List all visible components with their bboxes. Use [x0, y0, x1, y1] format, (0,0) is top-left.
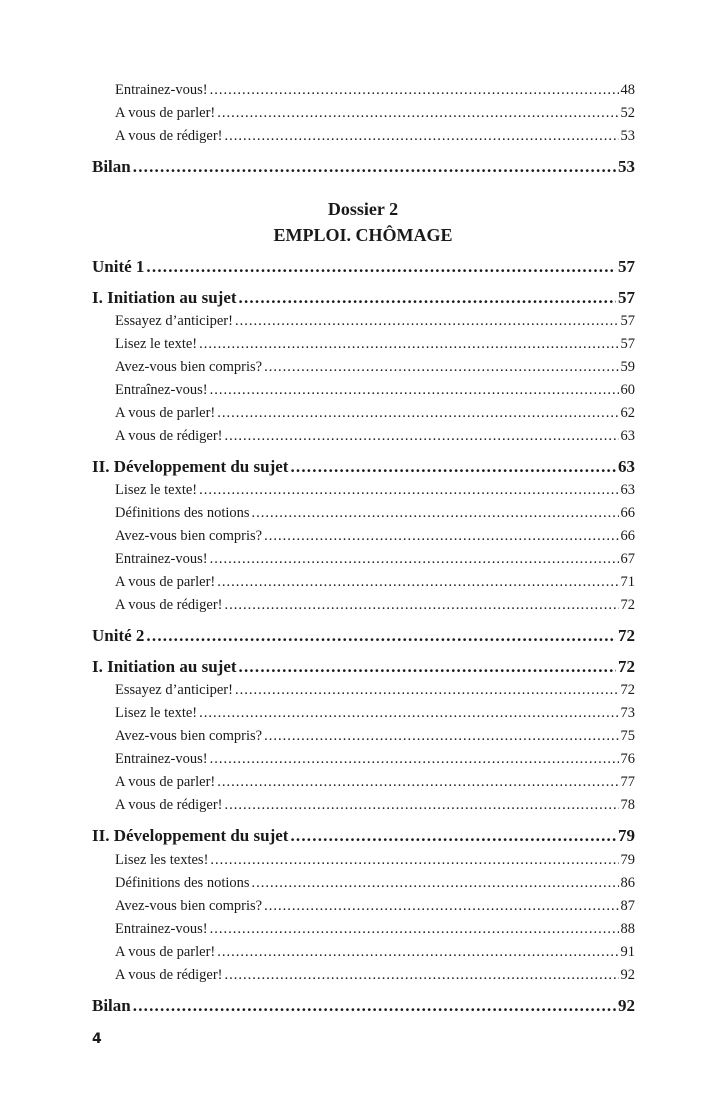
toc-entry — [115, 873, 635, 893]
dot-leader — [252, 503, 619, 523]
dot-leader — [210, 919, 619, 939]
toc-entry — [115, 595, 635, 615]
toc-heading-page: 57 — [618, 288, 635, 307]
toc-entry-label: A vous de parler! — [115, 774, 216, 790]
toc-entry — [115, 942, 635, 962]
dot-leader — [264, 357, 618, 377]
toc-entry-page: 63 — [620, 482, 635, 498]
toc-entry-label: Lisez le texte! — [115, 705, 198, 721]
toc-section-heading — [92, 287, 635, 309]
toc-entry-page: 73 — [620, 705, 635, 721]
dot-leader — [252, 873, 619, 893]
toc-entry-label: A vous de rédiger! — [115, 128, 223, 144]
toc-entry-page: 88 — [620, 921, 635, 937]
toc-entry — [115, 919, 635, 939]
dot-leader — [225, 965, 619, 985]
toc-section-heading — [92, 825, 635, 847]
toc-entry-label: Entrainez-vous! — [115, 82, 208, 98]
toc-heading-bilan — [92, 156, 635, 178]
dot-leader — [210, 80, 619, 100]
dot-leader — [133, 156, 616, 178]
dot-leader — [199, 703, 618, 723]
dot-leader — [210, 549, 619, 569]
toc-entry — [115, 680, 635, 700]
dot-leader — [239, 656, 616, 678]
toc-entry — [115, 749, 635, 769]
toc-heading-label: I. Initiation au sujet — [92, 288, 237, 307]
toc-entry — [115, 426, 635, 446]
dot-leader — [225, 595, 619, 615]
dot-leader — [225, 126, 619, 146]
toc-entry-label: Lisez le texte! — [115, 482, 198, 498]
toc-entry-label: Lisez le texte! — [115, 336, 198, 352]
toc-heading-page: 57 — [618, 257, 635, 276]
toc-entry-label: Entrainez-vous! — [115, 751, 208, 767]
toc-entry — [115, 726, 635, 746]
toc-entry-page: 53 — [620, 128, 635, 144]
dot-leader — [199, 480, 618, 500]
toc-entry-label: A vous de rédiger! — [115, 797, 223, 813]
dot-leader — [217, 772, 618, 792]
toc-entry-page: 57 — [620, 313, 635, 329]
toc-entry-label: A vous de parler! — [115, 944, 216, 960]
toc-entry — [115, 965, 635, 985]
toc-entry-page: 66 — [620, 528, 635, 544]
toc-entry-label: Lisez les textes! — [115, 852, 209, 868]
toc-entry-page: 63 — [620, 428, 635, 444]
toc-entry — [115, 503, 635, 523]
toc-entry-page: 62 — [620, 405, 635, 421]
toc-entry-page: 92 — [620, 967, 635, 983]
dot-leader — [217, 942, 618, 962]
toc-entry-page: 77 — [620, 774, 635, 790]
toc-entry — [115, 334, 635, 354]
toc-entry-page: 60 — [620, 382, 635, 398]
toc-entry-label: A vous de parler! — [115, 105, 216, 121]
toc-section-heading — [92, 656, 635, 678]
toc-heading-label: Unité 1 — [92, 257, 145, 276]
toc-entry-page: 66 — [620, 505, 635, 521]
toc-heading-page: 92 — [618, 996, 635, 1015]
dot-leader — [264, 726, 618, 746]
toc-entry — [115, 772, 635, 792]
toc-entry — [115, 126, 635, 146]
toc-entry-label: Entraînez-vous! — [115, 382, 208, 398]
toc-entry — [115, 103, 635, 123]
dossier-subtitle: EMPLOI. CHÔMAGE — [273, 225, 453, 245]
toc-entry-page: 76 — [620, 751, 635, 767]
dot-leader — [210, 749, 619, 769]
toc-entry-page: 67 — [620, 551, 635, 567]
toc-entry-page: 78 — [620, 797, 635, 813]
toc-entry-page: 87 — [620, 898, 635, 914]
toc-entry — [115, 850, 635, 870]
toc-entry-label: Définitions des notions — [115, 875, 250, 891]
dot-leader — [217, 572, 618, 592]
toc-entry-page: 48 — [620, 82, 635, 98]
dot-leader — [235, 311, 619, 331]
toc-entry-label: Avez-vous bien compris? — [115, 728, 263, 744]
toc-entry-label: A vous de rédiger! — [115, 967, 223, 983]
page-number: 4 — [92, 1031, 102, 1047]
toc-entry-page: 52 — [620, 105, 635, 121]
toc-entry-page: 79 — [620, 852, 635, 868]
toc-heading-label: Unité 2 — [92, 626, 145, 645]
dot-leader — [290, 825, 616, 847]
dot-leader — [217, 103, 618, 123]
toc-entry-label: A vous de rédiger! — [115, 428, 223, 444]
toc-heading-page: 53 — [618, 157, 635, 176]
dot-leader — [264, 896, 618, 916]
toc-entry — [115, 380, 635, 400]
toc-heading-page: 72 — [618, 626, 635, 645]
toc-heading-label: I. Initiation au sujet — [92, 657, 237, 676]
toc-entry-page: 71 — [620, 574, 635, 590]
toc-heading-bilan — [92, 995, 635, 1017]
toc-section-heading — [92, 456, 635, 478]
dossier-title: Dossier 2 — [327, 199, 399, 219]
toc-entry-label: Entrainez-vous! — [115, 551, 208, 567]
toc-entry-label: A vous de parler! — [115, 574, 216, 590]
toc-heading-page: 63 — [618, 457, 635, 476]
toc-entry — [115, 480, 635, 500]
toc-heading-unite-1 — [92, 256, 635, 278]
dot-leader — [146, 256, 616, 278]
toc-entry — [115, 896, 635, 916]
toc-entry-page: 91 — [620, 944, 635, 960]
toc-heading-label: II. Développement du sujet — [92, 826, 289, 845]
toc-entry — [115, 357, 635, 377]
dot-leader — [290, 456, 616, 478]
toc-entry — [115, 549, 635, 569]
toc-heading-unite-2 — [92, 625, 635, 647]
dot-leader — [225, 795, 619, 815]
toc-entry — [115, 572, 635, 592]
toc-entry-page: 59 — [620, 359, 635, 375]
toc-heading-label: Bilan — [92, 996, 131, 1015]
dot-leader — [225, 426, 619, 446]
toc-entry-label: Entrainez-vous! — [115, 921, 208, 937]
toc-entry-label: Avez-vous bien compris? — [115, 359, 263, 375]
toc-heading-page: 79 — [618, 826, 635, 845]
dot-leader — [264, 526, 618, 546]
dot-leader — [210, 380, 619, 400]
dot-leader — [217, 403, 618, 423]
toc-heading-page: 72 — [618, 657, 635, 676]
dot-leader — [235, 680, 619, 700]
toc-entry — [115, 80, 635, 100]
dot-leader — [210, 850, 618, 870]
toc-entry-page: 75 — [620, 728, 635, 744]
toc-entry-label: Définitions des notions — [115, 505, 250, 521]
toc-entry — [115, 795, 635, 815]
toc-entry — [115, 311, 635, 331]
toc-entry-label: A vous de rédiger! — [115, 597, 223, 613]
toc-entry-label: A vous de parler! — [115, 405, 216, 421]
toc-entry-page: 72 — [620, 597, 635, 613]
toc-entry-label: Avez-vous bien compris? — [115, 898, 263, 914]
dot-leader — [239, 287, 616, 309]
toc-heading-label: Bilan — [92, 157, 131, 176]
toc-entry-label: Essayez d’anticiper! — [115, 313, 233, 329]
toc-entry-page: 72 — [620, 682, 635, 698]
toc-entry-label: Essayez d’anticiper! — [115, 682, 233, 698]
dot-leader — [146, 625, 616, 647]
toc-heading-label: II. Développement du sujet — [92, 457, 289, 476]
toc-entry — [115, 403, 635, 423]
toc-entry-label: Avez-vous bien compris? — [115, 528, 263, 544]
toc-entry-page: 86 — [620, 875, 635, 891]
dot-leader — [199, 334, 618, 354]
toc-entry-page: 57 — [620, 336, 635, 352]
toc-entry — [115, 703, 635, 723]
dot-leader — [133, 995, 616, 1017]
toc-entry — [115, 526, 635, 546]
